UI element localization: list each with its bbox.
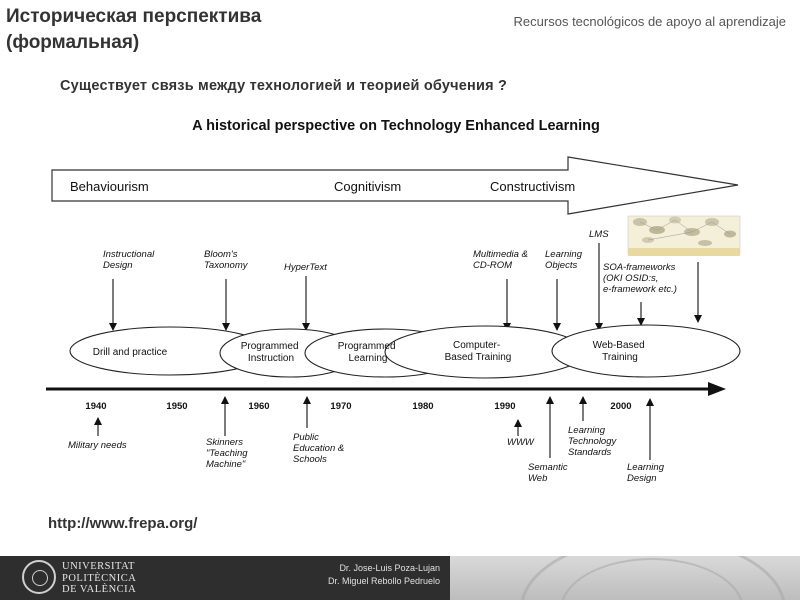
university-name — [62, 561, 136, 596]
label-multimedia: Multimedia & CD-ROM — [473, 249, 528, 271]
title-line-2: (формальная) — [6, 32, 140, 53]
university-name-line-2: POLITÈCNICA — [62, 572, 137, 584]
ellipse-label-cbt: Computer- Based Training — [444, 340, 512, 363]
label-hypertext: HyperText — [284, 262, 327, 273]
label-public-education: Public Education & Schools — [293, 432, 345, 465]
year-1950: 1950 — [166, 401, 188, 412]
network-cluster-image — [628, 216, 740, 256]
ellipse-label-programmed-learning: Programmed Learning — [337, 341, 396, 364]
year-1960: 1960 — [248, 401, 270, 412]
title-line-1: Историческая перспектива — [6, 6, 262, 27]
label-lms: LMS — [589, 229, 609, 240]
authors — [328, 562, 440, 588]
ellipse-label-programmed-instruction: Programmed Instruction — [240, 341, 299, 364]
label-instructional-design: Instructional Design — [103, 249, 155, 271]
author-2: Dr. Miguel Rebollo Pedruelo — [327, 576, 440, 586]
year-1980: 1980 — [412, 401, 434, 412]
ellipse-label-drill: Drill and practice — [92, 347, 168, 358]
label-skinners: Skinners "Teaching Machine" — [206, 437, 248, 470]
university-name-line-1: UNIVERSITAT — [62, 561, 135, 572]
ellipse-label-wbt: Web-Based Training — [592, 340, 645, 363]
year-2000: 2000 — [610, 401, 632, 412]
label-military-needs: Military needs — [68, 440, 127, 451]
course-name: Recursos tecnológicos de apoyo al aprendizaje — [513, 14, 786, 29]
source-url[interactable]: http://www.frepa.org/ — [48, 515, 198, 532]
year-1970: 1970 — [330, 401, 352, 412]
label-blooms-taxonomy: Bloom's Taxonomy — [204, 249, 248, 271]
label-semantic-web: Semantic Web — [528, 462, 568, 484]
diagram-title: A historical perspective on Technology Enhanced Learning — [192, 118, 600, 134]
year-1940: 1940 — [85, 401, 107, 412]
footer-left-panel — [0, 556, 450, 600]
question-text: Существует связь между технологией и теорией обучения ? — [60, 78, 508, 94]
author-1: Dr. Jose-Luis Poza-Lujan — [339, 563, 440, 573]
timeline-arrowhead — [708, 382, 726, 396]
label-learning-design: Learning Design — [627, 462, 664, 484]
label-soa-frameworks: SOA-frameworks (OKI OSID:s, e-framework etc.) — [603, 262, 677, 295]
label-learning-technology-standards: Learning Technology Standards — [568, 425, 617, 458]
year-1990: 1990 — [494, 401, 516, 412]
university-name-line-3: DE VALÈNCIA — [62, 584, 137, 595]
footer-bar — [0, 556, 800, 600]
ellipse-web-based-training — [552, 325, 740, 377]
theory-constructivism: Constructivism — [490, 179, 576, 194]
label-learning-objects: Learning Objects — [545, 249, 582, 271]
footer-watermark-panel — [450, 556, 800, 600]
theory-behaviourism: Behaviourism — [70, 179, 149, 194]
university-seal-icon — [22, 560, 56, 594]
label-www: WWW — [507, 437, 534, 448]
theory-cognitivism: Cognitivism — [334, 179, 402, 194]
